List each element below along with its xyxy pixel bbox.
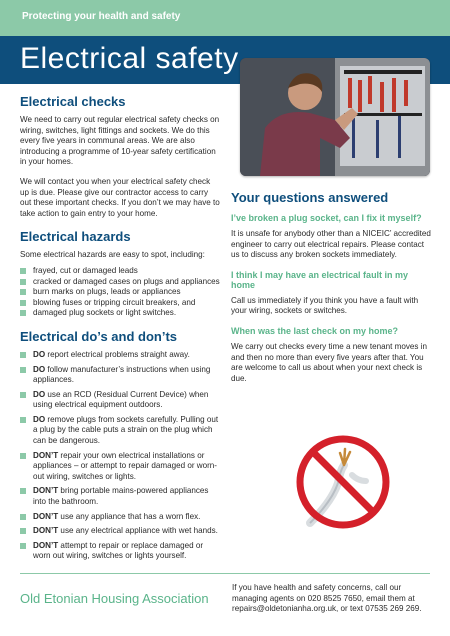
answer-2: Call us immediately if you think you have a fault with your wiring, sockets or switches. — [231, 295, 419, 316]
bullet-icon — [20, 488, 26, 494]
footer-divider — [20, 573, 430, 574]
list-item: DO use an RCD (Residual Current Device) when using electrical equipment outdoors. — [20, 390, 220, 411]
dos-and-donts-heading: Electrical do’s and don’ts — [20, 328, 177, 344]
list-item: DO report electrical problems straight away. — [20, 350, 220, 361]
bullet-icon — [20, 367, 26, 373]
electrical-checks-heading: Electrical checks — [20, 94, 126, 109]
answer-1: It is unsafe for anybody other than a NICEIC’ accredited engineer to carry out electrical repairs. Please contact us to discuss any broken sockets immediately. — [231, 229, 431, 260]
header-strap: Protecting your health and safety — [22, 11, 181, 22]
left-column — [20, 94, 220, 566]
list-item: blowing fuses or tripping circuit breakers, and — [20, 298, 220, 309]
hazards-intro: Some electrical hazards are easy to spot, including: — [20, 250, 205, 260]
list-item: damaged plug sockets or light switches. — [20, 308, 220, 319]
bullet-icon — [20, 268, 26, 274]
contact-details: If you have health and safety concerns, call our managing agents on 020 8525 7650, email them at repairs@oldetonianha.org.uk, or text 07535 269 269. — [232, 583, 422, 614]
no-damaged-cable-icon — [292, 431, 394, 533]
bullet-icon — [20, 289, 26, 295]
checks-paragraph-2: We will contact you when your electrical safety check up is due. Please give our contractor access to carry out these important checks. If you don’t we may have to take action to gain entry to your home. — [20, 176, 220, 218]
list-item: DON’T repair your own electrical installations or appliances – or attempt to repair damaged or worn-out wiring, switches or lights. — [20, 451, 220, 483]
checks-paragraph-1: We need to carry out regular electrical safety checks on wiring, switches, light fittings and sockets. We do this every five years in communal areas. We are also introducing a programme of 10-year safety certification in your homes. — [20, 115, 220, 167]
bullet-icon — [20, 279, 26, 285]
answer-3: We carry out checks every time a new tenant moves in and then no more than every five years after that. You are welcome to call us about when your next check is due. — [231, 341, 427, 383]
bullet-icon — [20, 514, 26, 520]
question-3: When was the last check on my home? — [231, 325, 399, 336]
list-item: DO follow manufacturer’s instructions when using appliances. — [20, 365, 220, 386]
bullet-icon — [20, 453, 26, 459]
bullet-icon — [20, 310, 26, 316]
right-column — [231, 190, 431, 393]
questions-heading: Your questions answered — [231, 190, 389, 205]
header-strap-band — [0, 0, 450, 36]
list-item: DO remove plugs from sockets carefully. Pulling out a plug by the cable puts a strain on the plug which can be dangerous. — [20, 415, 220, 447]
bullet-icon — [20, 352, 26, 358]
question-1: I’ve broken a plug socket, can I fix it myself? — [231, 213, 422, 223]
list-item: DON’T use any electrical appliance with wet hands. — [20, 526, 220, 537]
list-item: burn marks on plugs, leads or appliances — [20, 287, 220, 298]
question-2: I think I may have an electrical fault in my home — [231, 269, 409, 290]
bullet-icon — [20, 543, 26, 549]
electrician-photo — [240, 58, 430, 176]
list-item: DON’T attempt to repair or replace damaged or worn out wiring, switches or lights yourself. — [20, 541, 220, 562]
bullet-icon — [20, 528, 26, 534]
hazards-list — [20, 266, 220, 319]
bullet-icon — [20, 300, 26, 306]
list-item: cracked or damaged cases on plugs and appliances — [20, 277, 220, 288]
page-title: Electrical safety — [20, 42, 239, 75]
bullet-icon — [20, 392, 26, 398]
bullet-icon — [20, 417, 26, 423]
list-item: frayed, cut or damaged leads — [20, 266, 220, 277]
electrical-hazards-heading: Electrical hazards — [20, 229, 131, 245]
dos-and-donts-list — [20, 350, 220, 562]
organisation-name: Old Etonian Housing Association — [20, 591, 209, 606]
list-item: DON’T use any appliance that has a worn flex. — [20, 512, 220, 523]
list-item: DON’T bring portable mains-powered appliances into the bathroom. — [20, 486, 220, 507]
